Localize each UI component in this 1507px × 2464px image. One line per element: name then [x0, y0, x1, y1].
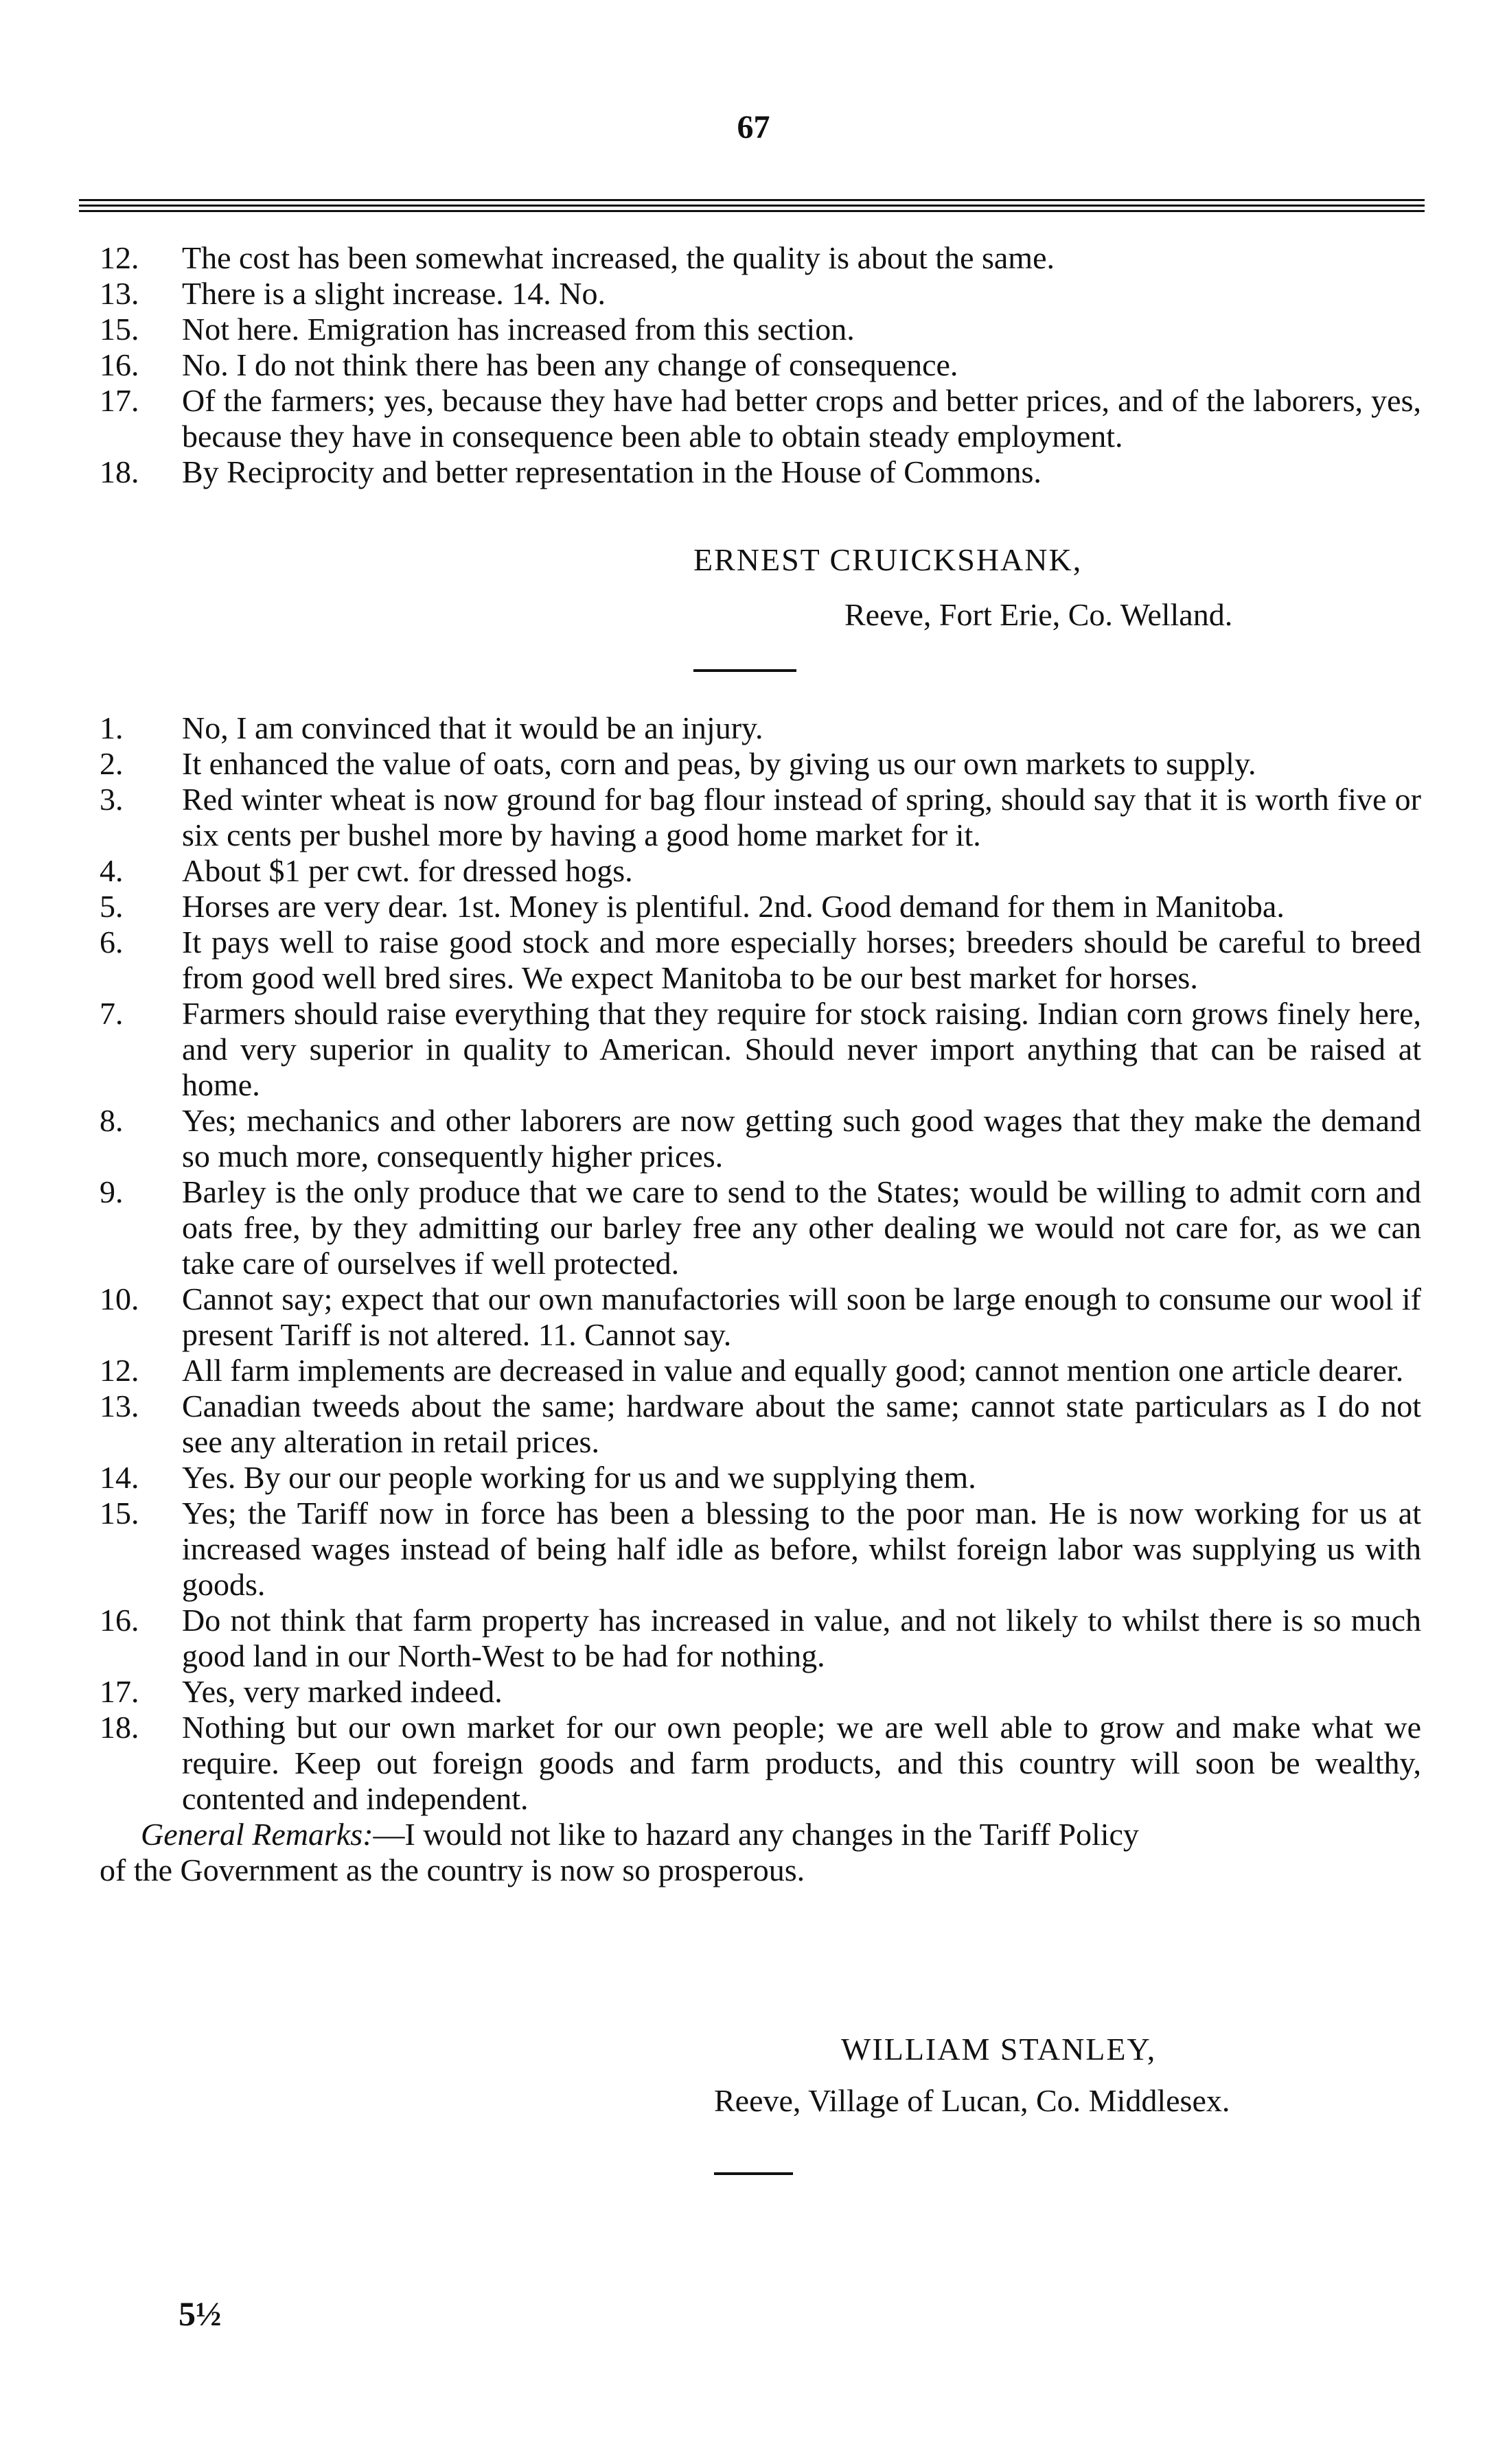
answer-item [82, 347, 1421, 383]
answer-number: 12. [100, 1353, 139, 1388]
answer-text: It enhanced the value of oats, corn and peas, by giving us our own markets to supply. [182, 746, 1256, 781]
answer-number: 18. [100, 454, 139, 489]
answer-number: 7. [100, 996, 124, 1031]
header-rule [79, 210, 1425, 212]
answer-text: All farm implements are decreased in value and equally good; cannot mention one article dearer. [182, 1353, 1404, 1388]
answer-number: 8. [100, 1103, 124, 1138]
answer-text: No, I am convinced that it would be an injury. [182, 710, 763, 745]
answer-item [82, 1674, 1421, 1710]
answer-text: Barley is the only produce that we care to send to the States; would be willing to admit corn and oats free, by they admitting our barley free any other dealing we would not care for, as we can take care of ourselves if well protected. [182, 1174, 1421, 1281]
answer-item [82, 782, 1421, 853]
answer-text: Farmers should raise everything that they require for stock raising. Indian corn grows finely here, and very superior in quality to American. Should never import anything that can be raised at home. [182, 996, 1421, 1102]
answer-number: 13. [100, 1388, 139, 1423]
answer-text: Yes; the Tariff now in force has been a blessing to the poor man. He is now working for us at increased wages instead of being half idle as before, whilst foreign labor was supplying us with goods. [182, 1496, 1421, 1602]
general-remarks-text: —I would not like to hazard any changes in the Tariff Policy [373, 1817, 1139, 1852]
answer-number: 16. [100, 347, 139, 382]
section-divider [714, 2172, 793, 2175]
answer-item [82, 746, 1421, 782]
answer-number: 9. [100, 1174, 124, 1209]
answer-text: Red winter wheat is now ground for bag flour instead of spring, should say that it is worth five or six cents per bushel more by having a good home market for it. [182, 782, 1421, 852]
answer-item [82, 1603, 1421, 1674]
reply-block-1 [82, 240, 1421, 490]
signature-title: Reeve, Village of Lucan, Co. Middlesex. [714, 2083, 1230, 2118]
answer-item [82, 1103, 1421, 1174]
answer-item [82, 383, 1421, 454]
answer-item [82, 996, 1421, 1103]
answer-text: No. I do not think there has been any change of consequence. [182, 347, 958, 382]
answer-item [82, 889, 1421, 925]
answer-item [82, 710, 1421, 746]
signature-name: WILLIAM STANLEY, [841, 2032, 1157, 2067]
answer-number: 12. [100, 240, 139, 275]
answer-number: 15. [100, 312, 139, 347]
answer-item [82, 1496, 1421, 1603]
answer-item [82, 853, 1421, 889]
general-remarks [82, 1817, 1421, 1852]
answer-text: Cannot say; expect that our own manufactories will soon be large enough to consume our wool if present Tariff is not altered. 11. Cannot say. [182, 1281, 1421, 1352]
header-rule [79, 199, 1425, 201]
answer-number: 14. [100, 1460, 139, 1495]
signature-name: ERNEST CRUICKSHANK, [693, 542, 1083, 577]
answer-text: There is a slight increase. 14. No. [182, 276, 606, 311]
answer-item [82, 454, 1421, 490]
answer-number: 15. [100, 1496, 139, 1531]
answer-number: 6. [100, 925, 124, 960]
answer-text: Of the farmers; yes, because they have had better crops and better prices, and of the laborers, yes, because they have in consequence been able to obtain steady employment. [182, 383, 1421, 454]
general-remarks-continuation: of the Government as the country is now so prosperous. [100, 1852, 805, 1887]
header-rule [79, 205, 1425, 207]
answer-number: 16. [100, 1603, 139, 1638]
answer-number: 4. [100, 853, 124, 888]
answer-text: Not here. Emigration has increased from this section. [182, 312, 855, 347]
answer-number: 10. [100, 1281, 139, 1316]
answer-number: 2. [100, 746, 124, 781]
answer-number: 3. [100, 782, 124, 817]
signature-title: Reeve, Fort Erie, Co. Welland. [844, 597, 1233, 632]
answer-text: Horses are very dear. 1st. Money is plentiful. 2nd. Good demand for them in Manitoba. [182, 889, 1285, 924]
answer-text: Do not think that farm property has increased in value, and not likely to whilst there is so much good land in our North-West to be had for nothing. [182, 1603, 1421, 1673]
answer-item [82, 1353, 1421, 1388]
reply-block-2 [82, 710, 1421, 1888]
answer-item [82, 276, 1421, 312]
section-divider [693, 669, 796, 672]
answer-item [82, 1281, 1421, 1353]
answer-text: Nothing but our own market for our own people; we are well able to grow and make what we require. Keep out foreign goods and farm products, and this country will soon be wealthy, contented and independent. [182, 1710, 1421, 1816]
answer-text: By Reciprocity and better representation in the House of Commons. [182, 454, 1042, 489]
answer-text: Yes; mechanics and other laborers are now getting such good wages that they make the demand so much more, consequently higher prices. [182, 1103, 1421, 1174]
answer-text: Canadian tweeds about the same; hardware about the same; cannot state particulars as I do not see any alteration in retail prices. [182, 1388, 1421, 1459]
answer-text: It pays well to raise good stock and more especially horses; breeders should be careful to breed from good well bred sires. We expect Manitoba to be our best market for horses. [182, 925, 1421, 995]
answer-number: 1. [100, 710, 124, 745]
answer-item [82, 1460, 1421, 1496]
answer-item [82, 240, 1421, 276]
answer-number: 17. [100, 383, 139, 418]
answer-item [82, 1388, 1421, 1460]
answer-text: The cost has been somewhat increased, the quality is about the same. [182, 240, 1055, 275]
answer-number: 17. [100, 1674, 139, 1709]
answer-text: Yes, very marked indeed. [182, 1674, 503, 1709]
answer-text: Yes. By our our people working for us and we supplying them. [182, 1460, 976, 1495]
general-remarks-label: General Remarks: [141, 1817, 373, 1852]
folio-mark: 5½ [179, 2294, 222, 2333]
answer-number: 5. [100, 889, 124, 924]
answer-item [82, 1710, 1421, 1817]
page-number: 67 [737, 109, 770, 146]
answer-number: 18. [100, 1710, 139, 1745]
answer-item [82, 1174, 1421, 1281]
answer-item [82, 925, 1421, 996]
answer-number: 13. [100, 276, 139, 311]
answer-item [82, 312, 1421, 347]
answer-text: About $1 per cwt. for dressed hogs. [182, 853, 633, 888]
